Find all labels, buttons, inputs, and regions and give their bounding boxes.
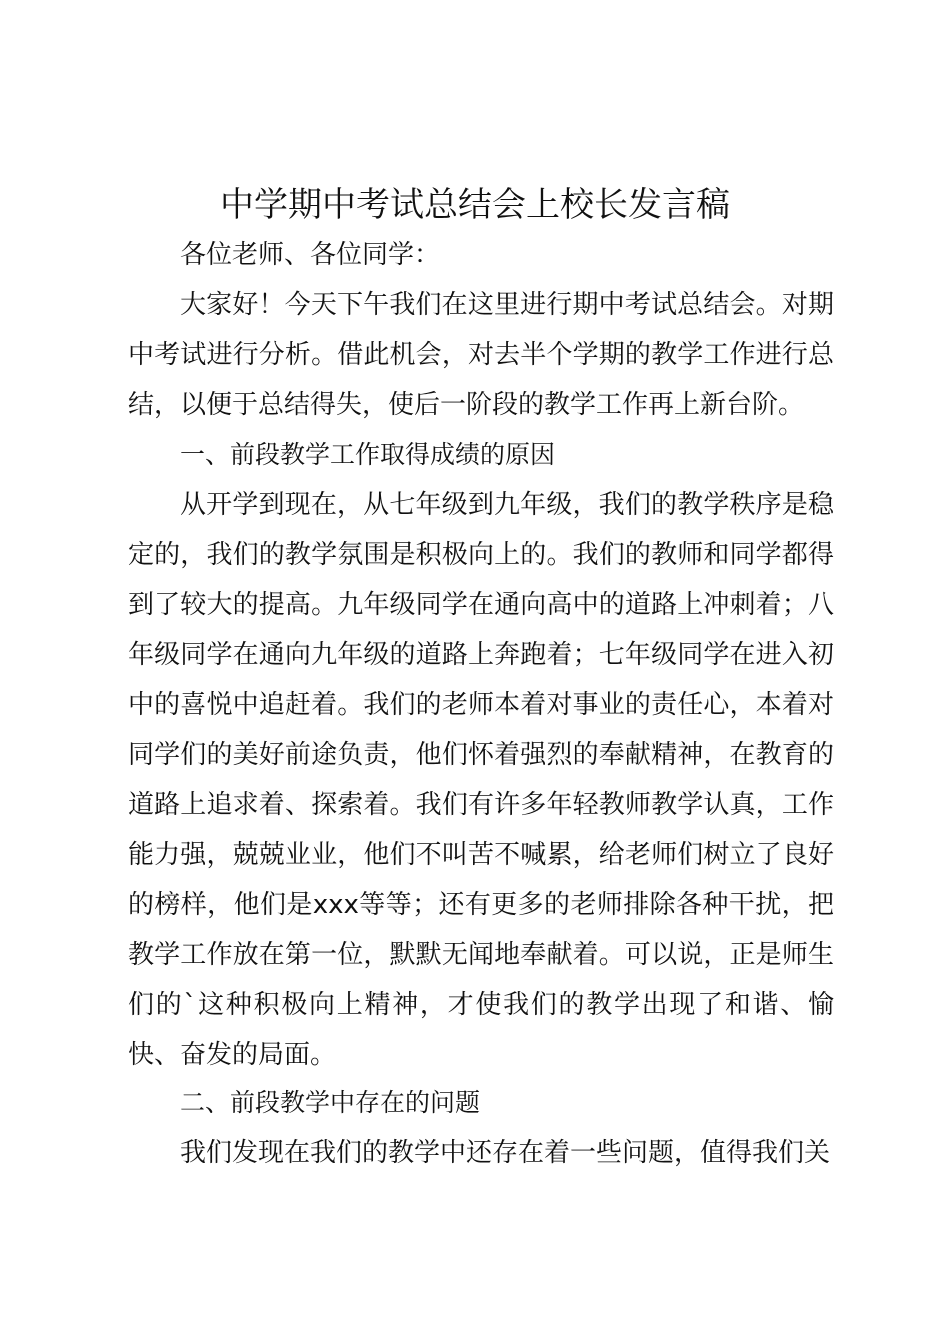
section-2-paragraph: 我们发现在我们的教学中还存在着一些问题，值得我们关 (180, 1138, 831, 1168)
section-1-paragraph: 从开学到现在，从七年级到九年级，我们的教学秩序是稳定的，我们的教学氛围是积极向上的。我们的教师和同学都得到了较大的提高。九年级同学在通向高中的道路上冲刺着；八年级同学在通向九年级的道路上奔跑着；七年级同学在进入初中的喜悦中追赶着。我们的老师本着对事业的责任心，本着对同学们的美好前途负责，他们怀着强烈的奉献精神，在教育的道路上追求着、探索着。我们有许多年轻教师教学认真，工作能力强，兢兢业业，他们不叫苦不喊累，给老师们树立了良好的榜样，他们是xxx等等；还有更多的老师排除各种干扰，把教学工作放在第一位，默默无闻地奉献着。可以说，正是师生们的`这种积极向上精神，才使我们的教学出现了和谐、愉快、奋发的局面。 (128, 490, 834, 1070)
document-title: 中学期中考试总结会上校长发言稿 (220, 185, 730, 225)
intro-paragraph: 大家好！今天下午我们在这里进行期中考试总结会。对期中考试进行分析。借此机会，对去半个学期的教学工作进行总结，以便于总结得失，使后一阶段的教学工作再上新台阶。 (128, 290, 834, 420)
section-2-heading: 二、前段教学中存在的问题 (180, 1088, 481, 1117)
section-1-heading: 一、前段教学工作取得成绩的原因 (180, 440, 556, 469)
salutation: 各位老师、各位同学： (180, 240, 441, 270)
